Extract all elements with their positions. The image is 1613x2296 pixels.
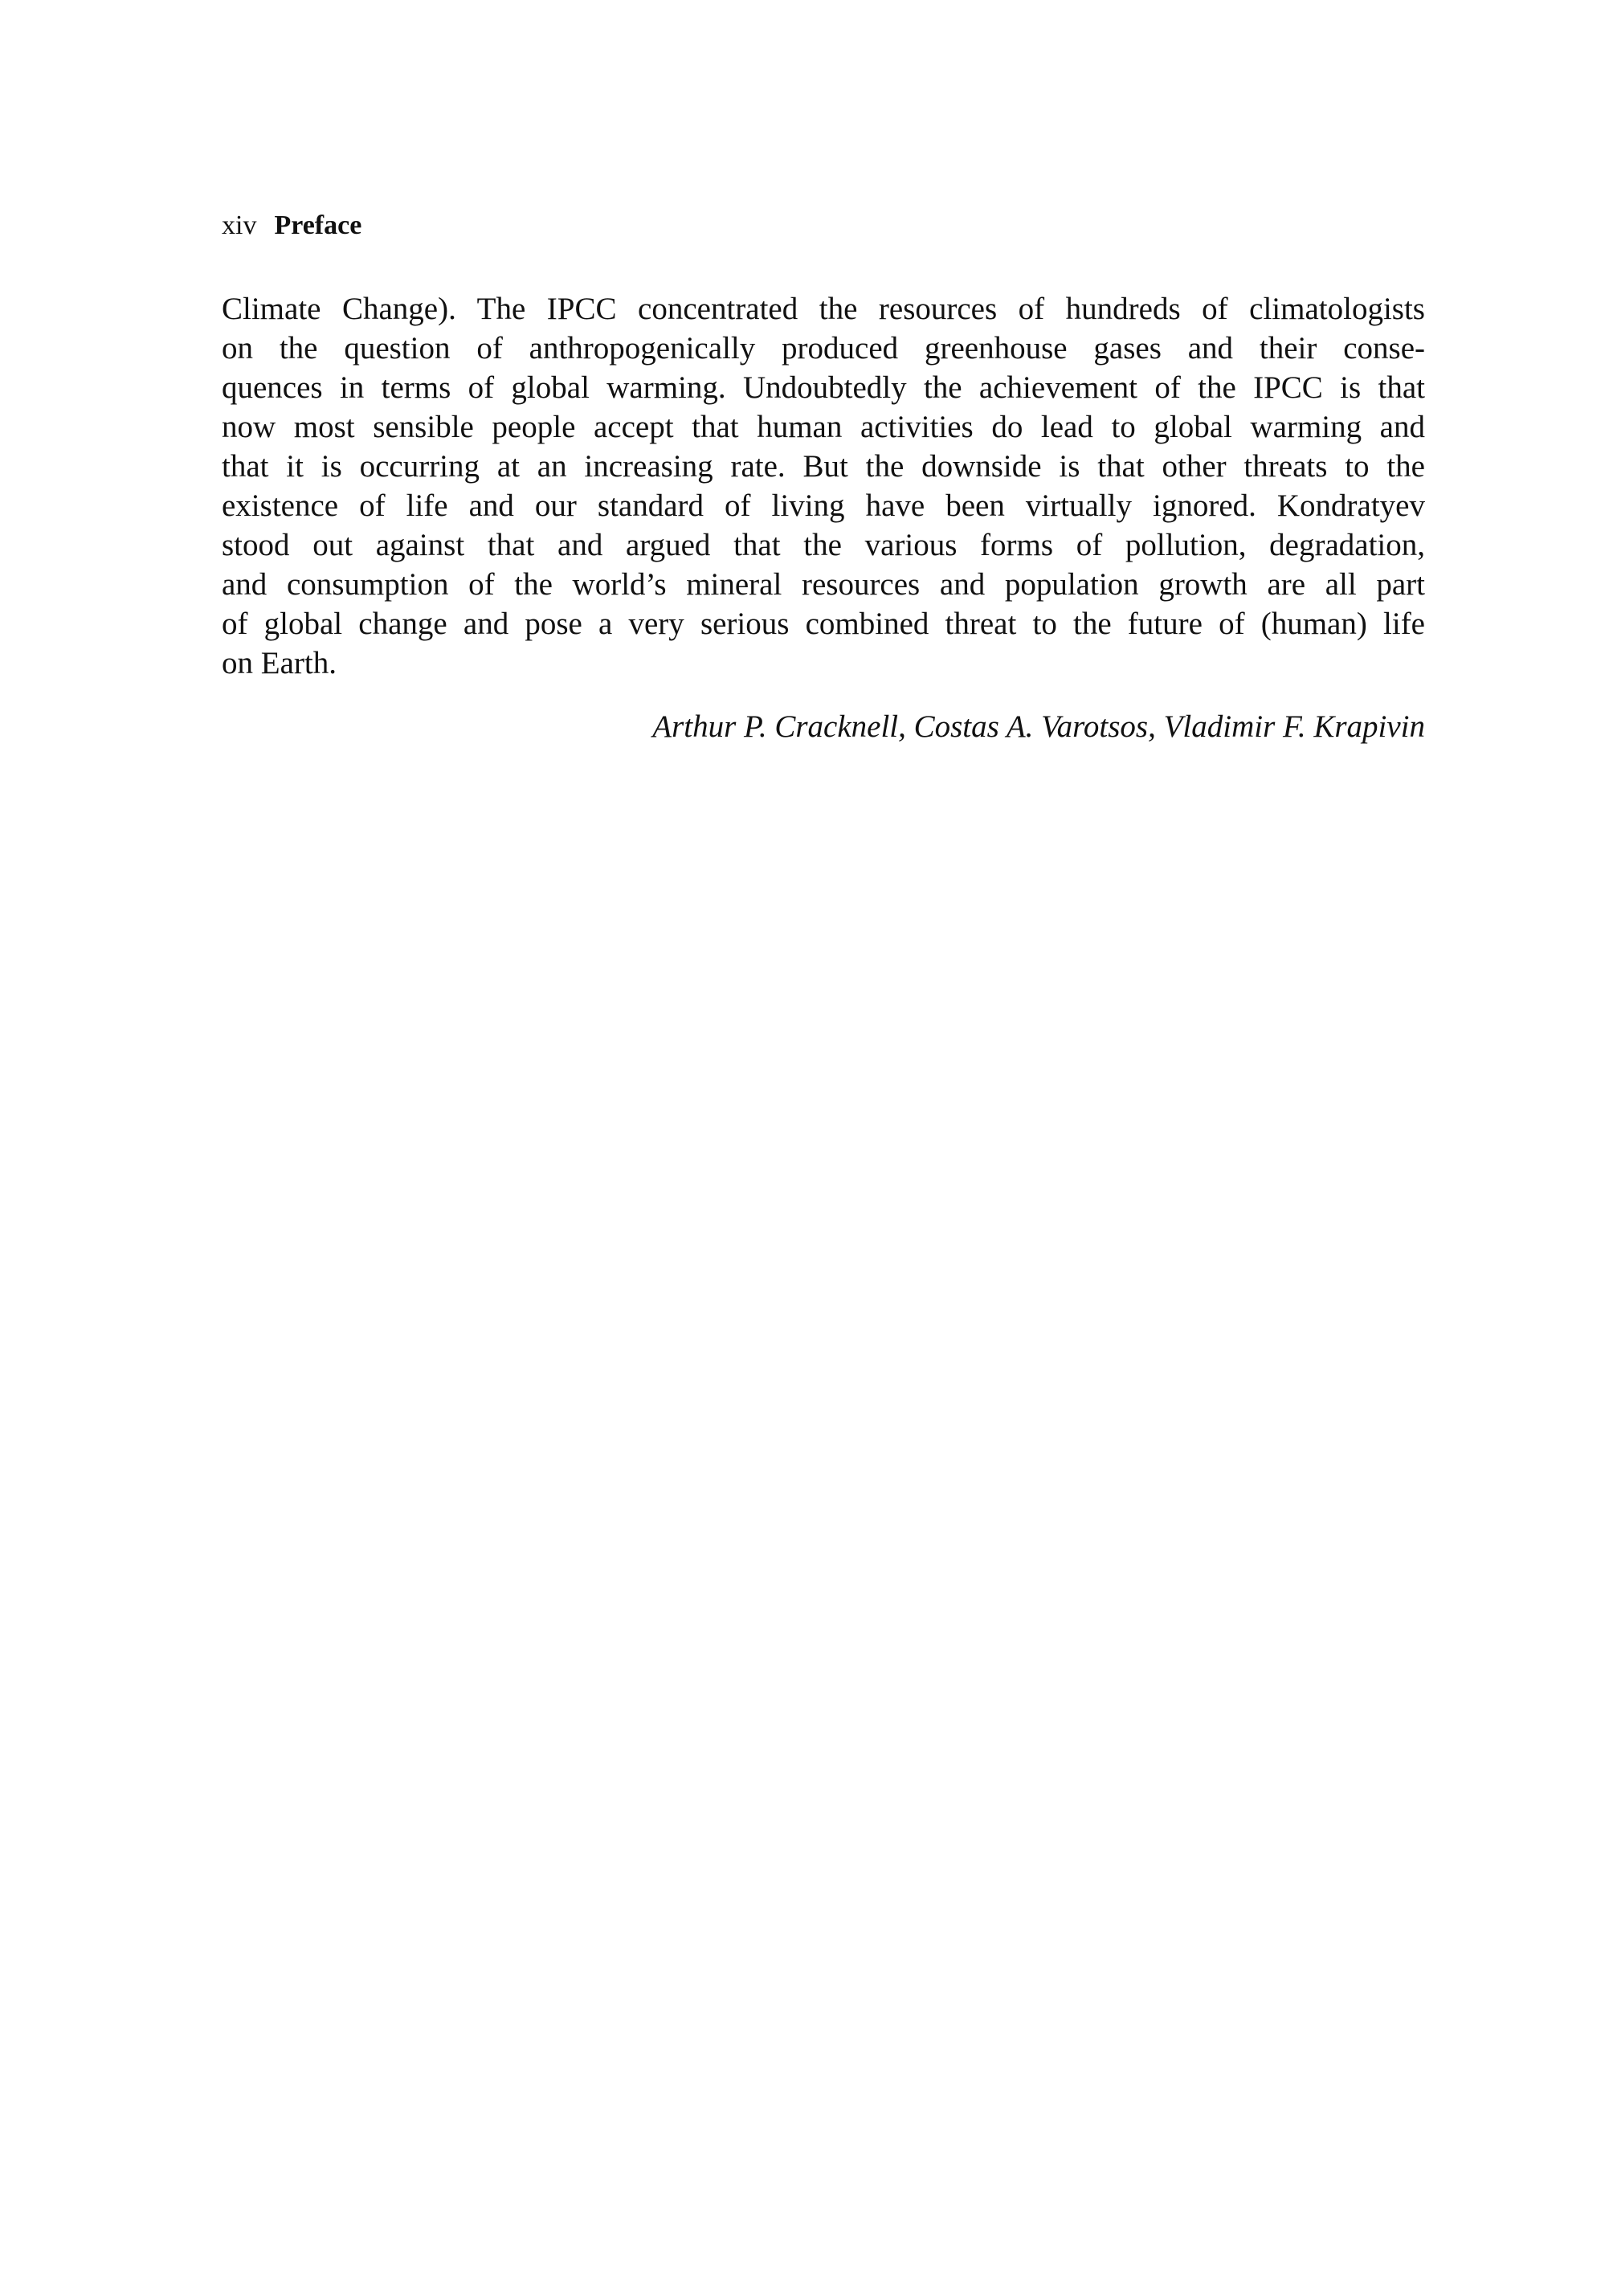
paragraph-line: quences in terms of global warming. Undoubtedly the achievement of the IPCC is that xyxy=(222,370,1425,405)
paragraph-line: that it is occurring at an increasing rate. But the downside is that other threats to the xyxy=(222,449,1425,484)
body-paragraph xyxy=(222,289,1425,683)
paragraph-line: stood out against that and argued that the various forms of pollution, degradation, xyxy=(222,528,1425,562)
paragraph-line: existence of life and our standard of living have been virtually ignored. Kondratyev xyxy=(222,488,1425,523)
section-title: Preface xyxy=(274,210,362,240)
running-head xyxy=(222,208,361,243)
page-number: xiv xyxy=(222,210,257,240)
paragraph-line: of global change and pose a very serious combined threat to the future of (human) life xyxy=(222,607,1425,641)
author-signature: Arthur P. Cracknell, Costas A. Varotsos, Vladimir F. Krapivin xyxy=(652,709,1425,744)
paragraph-line: on Earth. xyxy=(222,646,337,680)
paragraph-line: on the question of anthropogenically produced greenhouse gases and their conse- xyxy=(222,331,1425,366)
paragraph-line: Climate Change). The IPCC concentrated the resources of hundreds of climatologists xyxy=(222,292,1425,326)
paragraph-line: now most sensible people accept that human activities do lead to global warming and xyxy=(222,410,1425,444)
paragraph-line: and consumption of the world’s mineral resources and population growth are all part xyxy=(222,567,1425,602)
